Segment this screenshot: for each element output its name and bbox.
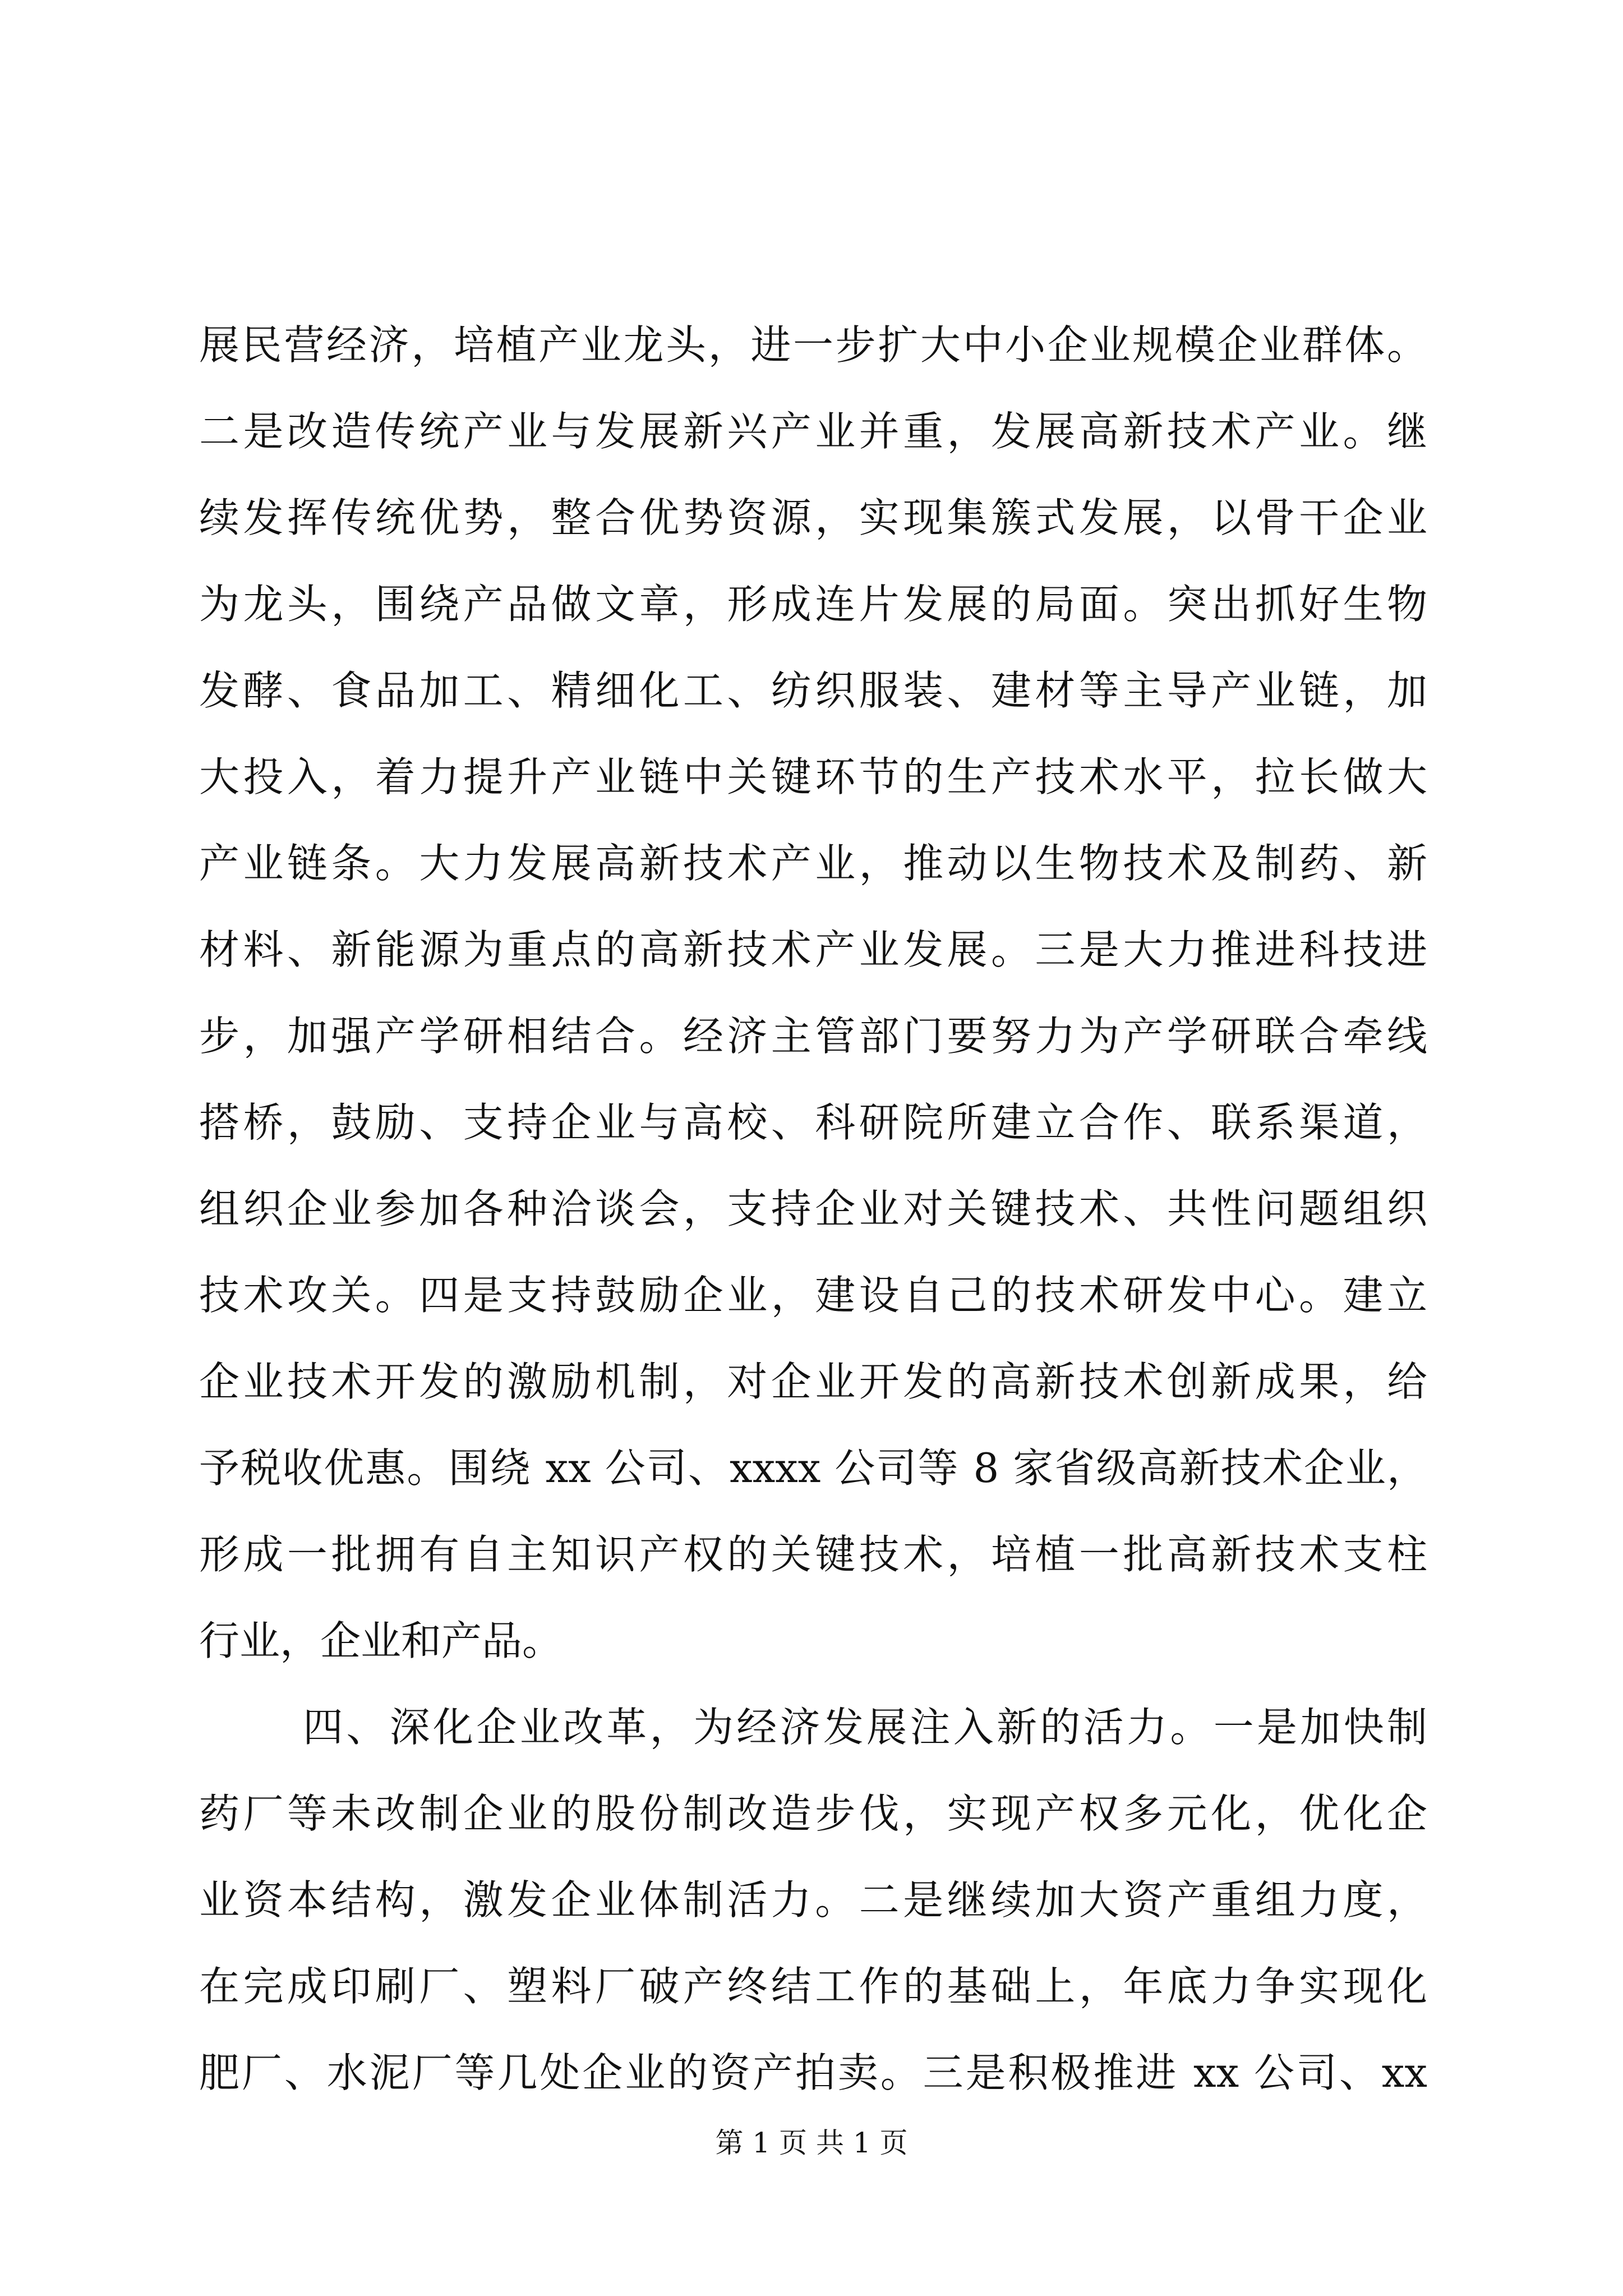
body-line-15: 形成一批拥有自主知识产权的关键技术，培植一批高新技术支柱 xyxy=(199,1531,1427,1578)
body-line-8: 材料、新能源为重点的高新技术产业发展。三是大力推进科技进 xyxy=(199,926,1427,973)
body-line-5: 发酵、食品加工、精细化工、纺织服装、建材等主导产业链，加 xyxy=(199,667,1427,714)
body-line-13: 企业技术开发的激励机制，对企业开发的高新技术创新成果，给 xyxy=(199,1358,1427,1405)
body-line-6: 大投入，着力提升产业链中关键环节的生产技术水平，拉长做大 xyxy=(199,753,1427,800)
body-line-21: 肥厂、水泥厂等几处企业的资产拍卖。三是积极推进 xx 公司、xx xyxy=(199,2049,1427,2096)
body-line-3: 续发挥传统优势，整合优势资源，实现集簇式发展，以骨干企业 xyxy=(199,494,1427,541)
body-line-10: 搭桥，鼓励、支持企业与高校、科研院所建立合作、联系渠道， xyxy=(199,1099,1427,1146)
paragraph-4-first-line: 四、深化企业改革，为经济发展注入新的活力。一是加快制 xyxy=(303,1704,1427,1751)
page-footer: 第 1 页 共 1 页 xyxy=(715,2127,908,2159)
body-line-20: 在完成印刷厂、塑料厂破产终结工作的基础上，年底力争实现化 xyxy=(199,1963,1427,2010)
body-line-12: 技术攻关。四是支持鼓励企业，建设自己的技术研发中心。建立 xyxy=(199,1272,1427,1319)
body-line-9: 步，加强产学研相结合。经济主管部门要努力为产学研联合牵线 xyxy=(199,1013,1427,1060)
body-line-7: 产业链条。大力发展高新技术产业，推动以生物技术及制药、新 xyxy=(199,840,1427,887)
body-line-1: 展民营经济，培植产业龙头，进一步扩大中小企业规模企业群体。 xyxy=(199,321,1427,369)
body-line-18: 药厂等未改制企业的股份制改造步伐，实现产权多元化，优化企 xyxy=(199,1790,1427,1837)
body-line-4: 为龙头，围绕产品做文章，形成连片发展的局面。突出抓好生物 xyxy=(199,581,1427,628)
body-line-16: 行业，企业和产品。 xyxy=(199,1617,563,1664)
body-line-14: 予税收优惠。围绕 xx 公司、xxxx 公司等 8 家省级高新技术企业， xyxy=(199,1444,1427,1492)
body-line-11: 组织企业参加各种洽谈会，支持企业对关键技术、共性问题组织 xyxy=(199,1185,1427,1232)
body-line-19: 业资本结构，激发企业体制活力。二是继续加大资产重组力度， xyxy=(199,1876,1427,1924)
body-line-2: 二是改造传统产业与发展新兴产业并重，发展高新技术产业。继 xyxy=(199,408,1427,455)
